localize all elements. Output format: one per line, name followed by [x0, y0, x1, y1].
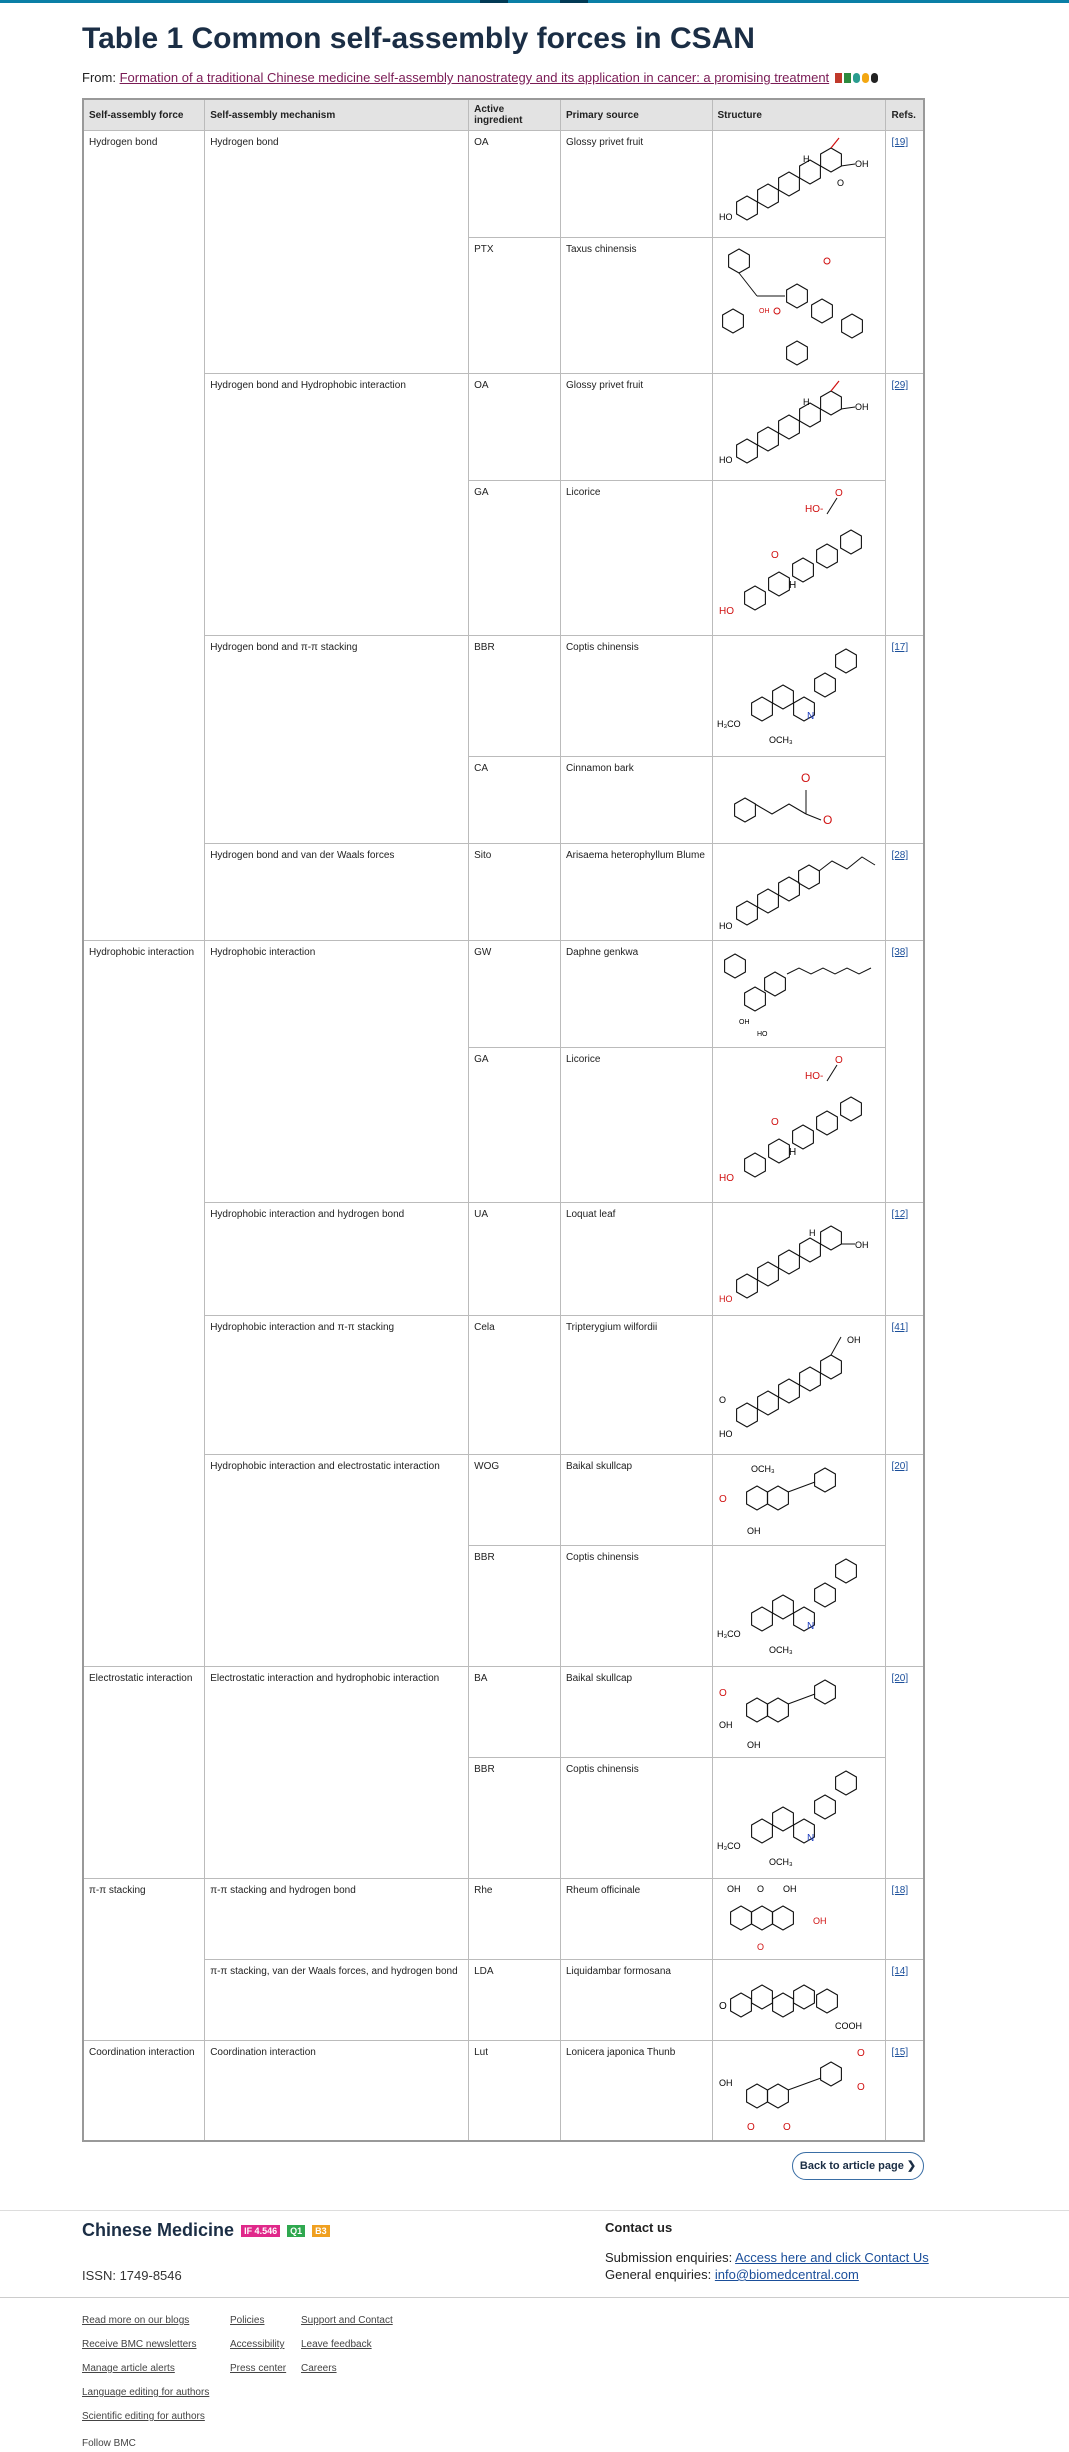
- footer-link[interactable]: Support and Contact: [301, 2315, 393, 2326]
- ref-link[interactable]: [19]: [891, 137, 909, 148]
- ingredient-cell: GA: [469, 481, 561, 636]
- table-row: [83, 1316, 924, 1455]
- ingredient-cell: PTX: [469, 238, 561, 374]
- o-label: O: [856, 2082, 865, 2093]
- table-row: [83, 844, 924, 941]
- footer-link[interactable]: Press center: [230, 2363, 287, 2374]
- structure-cell: [712, 1203, 886, 1316]
- structure-ca: [717, 760, 877, 838]
- ingredient-cell: BBR: [469, 1546, 561, 1667]
- source-cell: Glossy privet fruit: [560, 374, 712, 481]
- ingredient-cell: Cela: [469, 1316, 561, 1455]
- rank-badge: B3: [312, 2225, 330, 2237]
- oh-label: OH: [812, 1916, 826, 1926]
- structure-sito: [717, 847, 877, 935]
- ref-cell: [886, 1879, 924, 1960]
- mechanism-cell: Hydrophobic interaction and hydrogen bond: [205, 1203, 469, 1316]
- footer-link[interactable]: Leave feedback: [301, 2339, 372, 2350]
- o-label: O: [746, 2122, 755, 2133]
- table-header-row: [83, 99, 924, 131]
- ref-cell: [886, 844, 924, 941]
- table-row: [83, 636, 924, 757]
- structure-cell: [712, 1048, 886, 1203]
- ref-cell: [886, 1455, 924, 1667]
- ref-cell: [886, 374, 924, 636]
- source-cell: Coptis chinensis: [560, 636, 712, 757]
- h-label: H: [788, 1147, 796, 1158]
- source-cell: Coptis chinensis: [560, 1758, 712, 1879]
- mechanism-cell: Hydrogen bond: [205, 131, 469, 374]
- ref-cell: [886, 131, 924, 374]
- ingredient-cell: GA: [469, 1048, 561, 1203]
- oh-label: OH: [854, 1240, 868, 1250]
- source-cell: Coptis chinensis: [560, 1546, 712, 1667]
- ref-link[interactable]: [12]: [891, 1209, 909, 1220]
- och3-label: OCH₃: [768, 1857, 793, 1867]
- oh-label: OH: [758, 308, 769, 315]
- altmetric-icons[interactable]: [835, 71, 880, 86]
- source-cell: Rheum officinale: [560, 1879, 712, 1960]
- structure-cela: [717, 1319, 877, 1449]
- structure-cell: [712, 2041, 886, 2141]
- oh-label: OH: [718, 1720, 732, 1730]
- h3co-label: H₃CO: [716, 1841, 741, 1851]
- footer-link[interactable]: Policies: [230, 2315, 265, 2326]
- h-label: H: [802, 397, 809, 407]
- source-cell: Tripterygium wilfordii: [560, 1316, 712, 1455]
- ref-cell: [886, 941, 924, 1203]
- ho-label: HO: [718, 212, 732, 222]
- h-label: H: [788, 580, 796, 591]
- structure-ga: [717, 1051, 877, 1197]
- journal-title: Chinese Medicine: [82, 2220, 235, 2240]
- page-title: Table 1 Common self-assembly forces in CSAN: [82, 22, 755, 55]
- o-label: O: [756, 1884, 764, 1894]
- structure-ptx: [717, 241, 877, 369]
- ref-link[interactable]: [20]: [891, 1461, 909, 1472]
- ho-label: HO: [718, 606, 734, 617]
- ingredient-cell: BA: [469, 1667, 561, 1758]
- col-header: Primary source: [560, 99, 712, 131]
- general-email-link[interactable]: info@biomedcentral.com: [714, 2267, 859, 2282]
- table-row: [83, 941, 924, 1048]
- table-row: [83, 2041, 924, 2141]
- footer-divider: [0, 2210, 1069, 2211]
- structure-cell: [712, 1758, 886, 1879]
- submission-link[interactable]: Access here and click Contact Us: [735, 2250, 929, 2265]
- structure-ba: [717, 1670, 877, 1752]
- ho-label: HO: [718, 1429, 732, 1439]
- ingredient-cell: BBR: [469, 636, 561, 757]
- col-header: Refs.: [886, 99, 924, 131]
- source-line: [82, 70, 880, 86]
- mechanism-cell: Hydrogen bond and π-π stacking: [205, 636, 469, 844]
- submission-label: Submission enquiries:: [605, 2250, 733, 2265]
- mechanism-cell: Hydrophobic interaction: [205, 941, 469, 1203]
- force-cell: Coordination interaction: [83, 2041, 205, 2141]
- n-label: N: [806, 1621, 814, 1632]
- structure-cell: [712, 374, 886, 481]
- footer-links-divider: [0, 2297, 1069, 2298]
- ho-label: HO: [756, 1031, 767, 1038]
- ingredient-cell: LDA: [469, 1960, 561, 2041]
- och3-label: OCH₃: [768, 735, 793, 745]
- footer-link[interactable]: Careers: [301, 2363, 337, 2374]
- source-cell: Loquat leaf: [560, 1203, 712, 1316]
- issn: ISSN: 1749-8546: [82, 2268, 182, 2283]
- structure-cell: [712, 481, 886, 636]
- structure-wog: [717, 1458, 877, 1540]
- table-row: [83, 1203, 924, 1316]
- structure-cell: [712, 1455, 886, 1546]
- ingredient-cell: GW: [469, 941, 561, 1048]
- quartile-badge: Q1: [287, 2225, 305, 2237]
- structure-oa: [717, 377, 877, 475]
- top-accent-bar: [0, 0, 1069, 3]
- source-cell: Glossy privet fruit: [560, 131, 712, 238]
- cooh-label: COOH: [834, 2021, 862, 2031]
- ref-cell: [886, 1960, 924, 2041]
- structure-cell: [712, 844, 886, 941]
- mechanism-cell: Hydrophobic interaction and π-π stacking: [205, 1316, 469, 1455]
- footer-link[interactable]: Accessibility: [230, 2339, 285, 2350]
- footer-link[interactable]: Receive BMC newsletters: [82, 2339, 197, 2350]
- o-label: O: [718, 1395, 726, 1405]
- oh-label: OH: [746, 1740, 760, 1750]
- structure-cell: [712, 131, 886, 238]
- table-row: [83, 1960, 924, 2041]
- oh-label: OH: [782, 1884, 796, 1894]
- oh-label: OH: [846, 1335, 860, 1345]
- structure-cell: [712, 1546, 886, 1667]
- ref-cell: [886, 1203, 924, 1316]
- back-to-article-button[interactable]: Back to article page ❯: [792, 2152, 924, 2180]
- structure-cell: [712, 1960, 886, 2041]
- source-cell: Taxus chinensis: [560, 238, 712, 374]
- hoo-label: HO-: [804, 1071, 823, 1082]
- structure-rhe: [717, 1882, 877, 1954]
- ingredient-cell: UA: [469, 1203, 561, 1316]
- structure-gw: [717, 944, 877, 1042]
- ref-cell: [886, 1667, 924, 1879]
- ho-label: HO: [718, 1294, 732, 1304]
- ref-link[interactable]: [14]: [891, 1966, 909, 1977]
- o-label: O: [718, 1688, 727, 1699]
- ho-label: HO: [718, 455, 732, 465]
- mechanism-cell: Electrostatic interaction and hydrophobic interaction: [205, 1667, 469, 1879]
- oh-label: OH: [854, 402, 868, 412]
- source-cell: Lonicera japonica Thunb: [560, 2041, 712, 2141]
- structure-cell: [712, 1316, 886, 1455]
- source-cell: Arisaema heterophyllum Blume: [560, 844, 712, 941]
- force-cell: π-π stacking: [83, 1879, 205, 2041]
- ho-label: HO: [718, 1173, 734, 1184]
- o-label: O: [718, 1494, 727, 1505]
- col-header: Self-assembly mechanism: [205, 99, 469, 131]
- mechanism-cell: Hydrophobic interaction and electrostatic interaction: [205, 1455, 469, 1667]
- ingredient-cell: Sito: [469, 844, 561, 941]
- table-row: [83, 1455, 924, 1546]
- footer-link[interactable]: Scientific editing for authors: [82, 2411, 205, 2422]
- footer-link[interactable]: Language editing for authors: [82, 2387, 210, 2398]
- journal-name: [82, 2220, 330, 2241]
- forces-table: [82, 98, 925, 2142]
- mechanism-cell: Hydrogen bond and van der Waals forces: [205, 844, 469, 941]
- o-label: O: [800, 771, 810, 785]
- source-cell: Cinnamon bark: [560, 757, 712, 844]
- col-header: Structure: [712, 99, 886, 131]
- source-cell: Baikal skullcap: [560, 1667, 712, 1758]
- table-row: [83, 1879, 924, 1960]
- n-label: N: [806, 711, 814, 722]
- force-cell: Electrostatic interaction: [83, 1667, 205, 1879]
- ho-label: HO: [718, 921, 732, 931]
- h-label: H: [808, 1228, 815, 1238]
- n-label: N: [806, 1833, 814, 1844]
- follow-label: Follow BMC: [82, 2438, 136, 2449]
- o-label: O: [822, 813, 832, 827]
- ingredient-cell: CA: [469, 757, 561, 844]
- col-header: Self-assembly force: [83, 99, 205, 131]
- mechanism-cell: Hydrogen bond and Hydrophobic interaction: [205, 374, 469, 636]
- och3-label: OCH₃: [750, 1464, 775, 1474]
- structure-ua: [717, 1206, 877, 1310]
- ref-link[interactable]: [15]: [891, 2047, 909, 2058]
- structure-cell: [712, 238, 886, 374]
- footer-link[interactable]: Manage article alerts: [82, 2363, 175, 2374]
- o-label: O: [756, 1942, 764, 1952]
- footer-link[interactable]: Read more on our blogs: [82, 2315, 190, 2326]
- o-label: O: [770, 1117, 779, 1128]
- ingredient-cell: WOG: [469, 1455, 561, 1546]
- ref-link[interactable]: [29]: [891, 380, 909, 391]
- o-label: O: [834, 1055, 843, 1066]
- table-row: [83, 1667, 924, 1758]
- structure-cell: [712, 1879, 886, 1960]
- ref-cell: [886, 1316, 924, 1455]
- ref-link[interactable]: [20]: [891, 1673, 909, 1684]
- o-label: O: [836, 178, 844, 188]
- structure-lut: [717, 2044, 877, 2134]
- source-cell: Licorice: [560, 1048, 712, 1203]
- article-link[interactable]: Formation of a traditional Chinese medicine self-assembly nanostrategy and its application in cancer: a promising treatment: [119, 70, 830, 85]
- oh-label: OH: [738, 1019, 749, 1026]
- impact-factor-badge: IF 4.546: [241, 2225, 280, 2237]
- o-label: O: [834, 488, 843, 499]
- hoo-label: HO-: [804, 504, 823, 515]
- ingredient-cell: Rhe: [469, 1879, 561, 1960]
- och3-label: OCH₃: [768, 1645, 793, 1655]
- h3co-label: H₃CO: [716, 719, 741, 729]
- ref-link[interactable]: [18]: [891, 1885, 909, 1896]
- source-cell: Baikal skullcap: [560, 1455, 712, 1546]
- oh-label: OH: [726, 1884, 740, 1894]
- h-label: H: [802, 154, 809, 164]
- o-label: O: [856, 2048, 865, 2059]
- ref-link[interactable]: [41]: [891, 1322, 909, 1333]
- oh-label: OH: [718, 2078, 732, 2088]
- ref-cell: [886, 636, 924, 844]
- from-label: From:: [82, 70, 116, 85]
- ingredient-cell: OA: [469, 374, 561, 481]
- ref-link[interactable]: [28]: [891, 850, 909, 861]
- table-row: [83, 131, 924, 238]
- o-label: O: [782, 2122, 791, 2133]
- structure-bbr: [717, 1761, 877, 1873]
- structure-lda: [717, 1963, 877, 2035]
- o-label: O: [718, 2001, 727, 2012]
- structure-bbr: [717, 1549, 877, 1661]
- oh-label: OH: [746, 1526, 760, 1536]
- structure-ga: [717, 484, 877, 630]
- mechanism-cell: π-π stacking and hydrogen bond: [205, 1879, 469, 1960]
- structure-cell: [712, 636, 886, 757]
- source-cell: Daphne genkwa: [560, 941, 712, 1048]
- structure-oa: [717, 134, 877, 232]
- ref-link[interactable]: [38]: [891, 947, 909, 958]
- force-cell: Hydrogen bond: [83, 131, 205, 941]
- mechanism-cell: π-π stacking, van der Waals forces, and hydrogen bond: [205, 1960, 469, 2041]
- ref-cell: [886, 2041, 924, 2141]
- o-label: O: [770, 550, 779, 561]
- table-row: [83, 374, 924, 481]
- structure-bbr: [717, 639, 877, 751]
- structure-cell: [712, 757, 886, 844]
- source-cell: Liquidambar formosana: [560, 1960, 712, 2041]
- submission-enquiries: [605, 2250, 929, 2265]
- mechanism-cell: Coordination interaction: [205, 2041, 469, 2141]
- structure-cell: [712, 1667, 886, 1758]
- ingredient-cell: Lut: [469, 2041, 561, 2141]
- general-enquiries: [605, 2267, 859, 2282]
- ref-link[interactable]: [17]: [891, 642, 909, 653]
- oh-label: OH: [854, 159, 868, 169]
- ingredient-cell: BBR: [469, 1758, 561, 1879]
- structure-cell: [712, 941, 886, 1048]
- h3co-label: H₃CO: [716, 1629, 741, 1639]
- contact-title: Contact us: [605, 2220, 673, 2235]
- source-cell: Licorice: [560, 481, 712, 636]
- general-label: General enquiries:: [605, 2267, 712, 2282]
- force-cell: Hydrophobic interaction: [83, 941, 205, 1667]
- col-header: Active ingredient: [469, 99, 561, 131]
- ingredient-cell: OA: [469, 131, 561, 238]
